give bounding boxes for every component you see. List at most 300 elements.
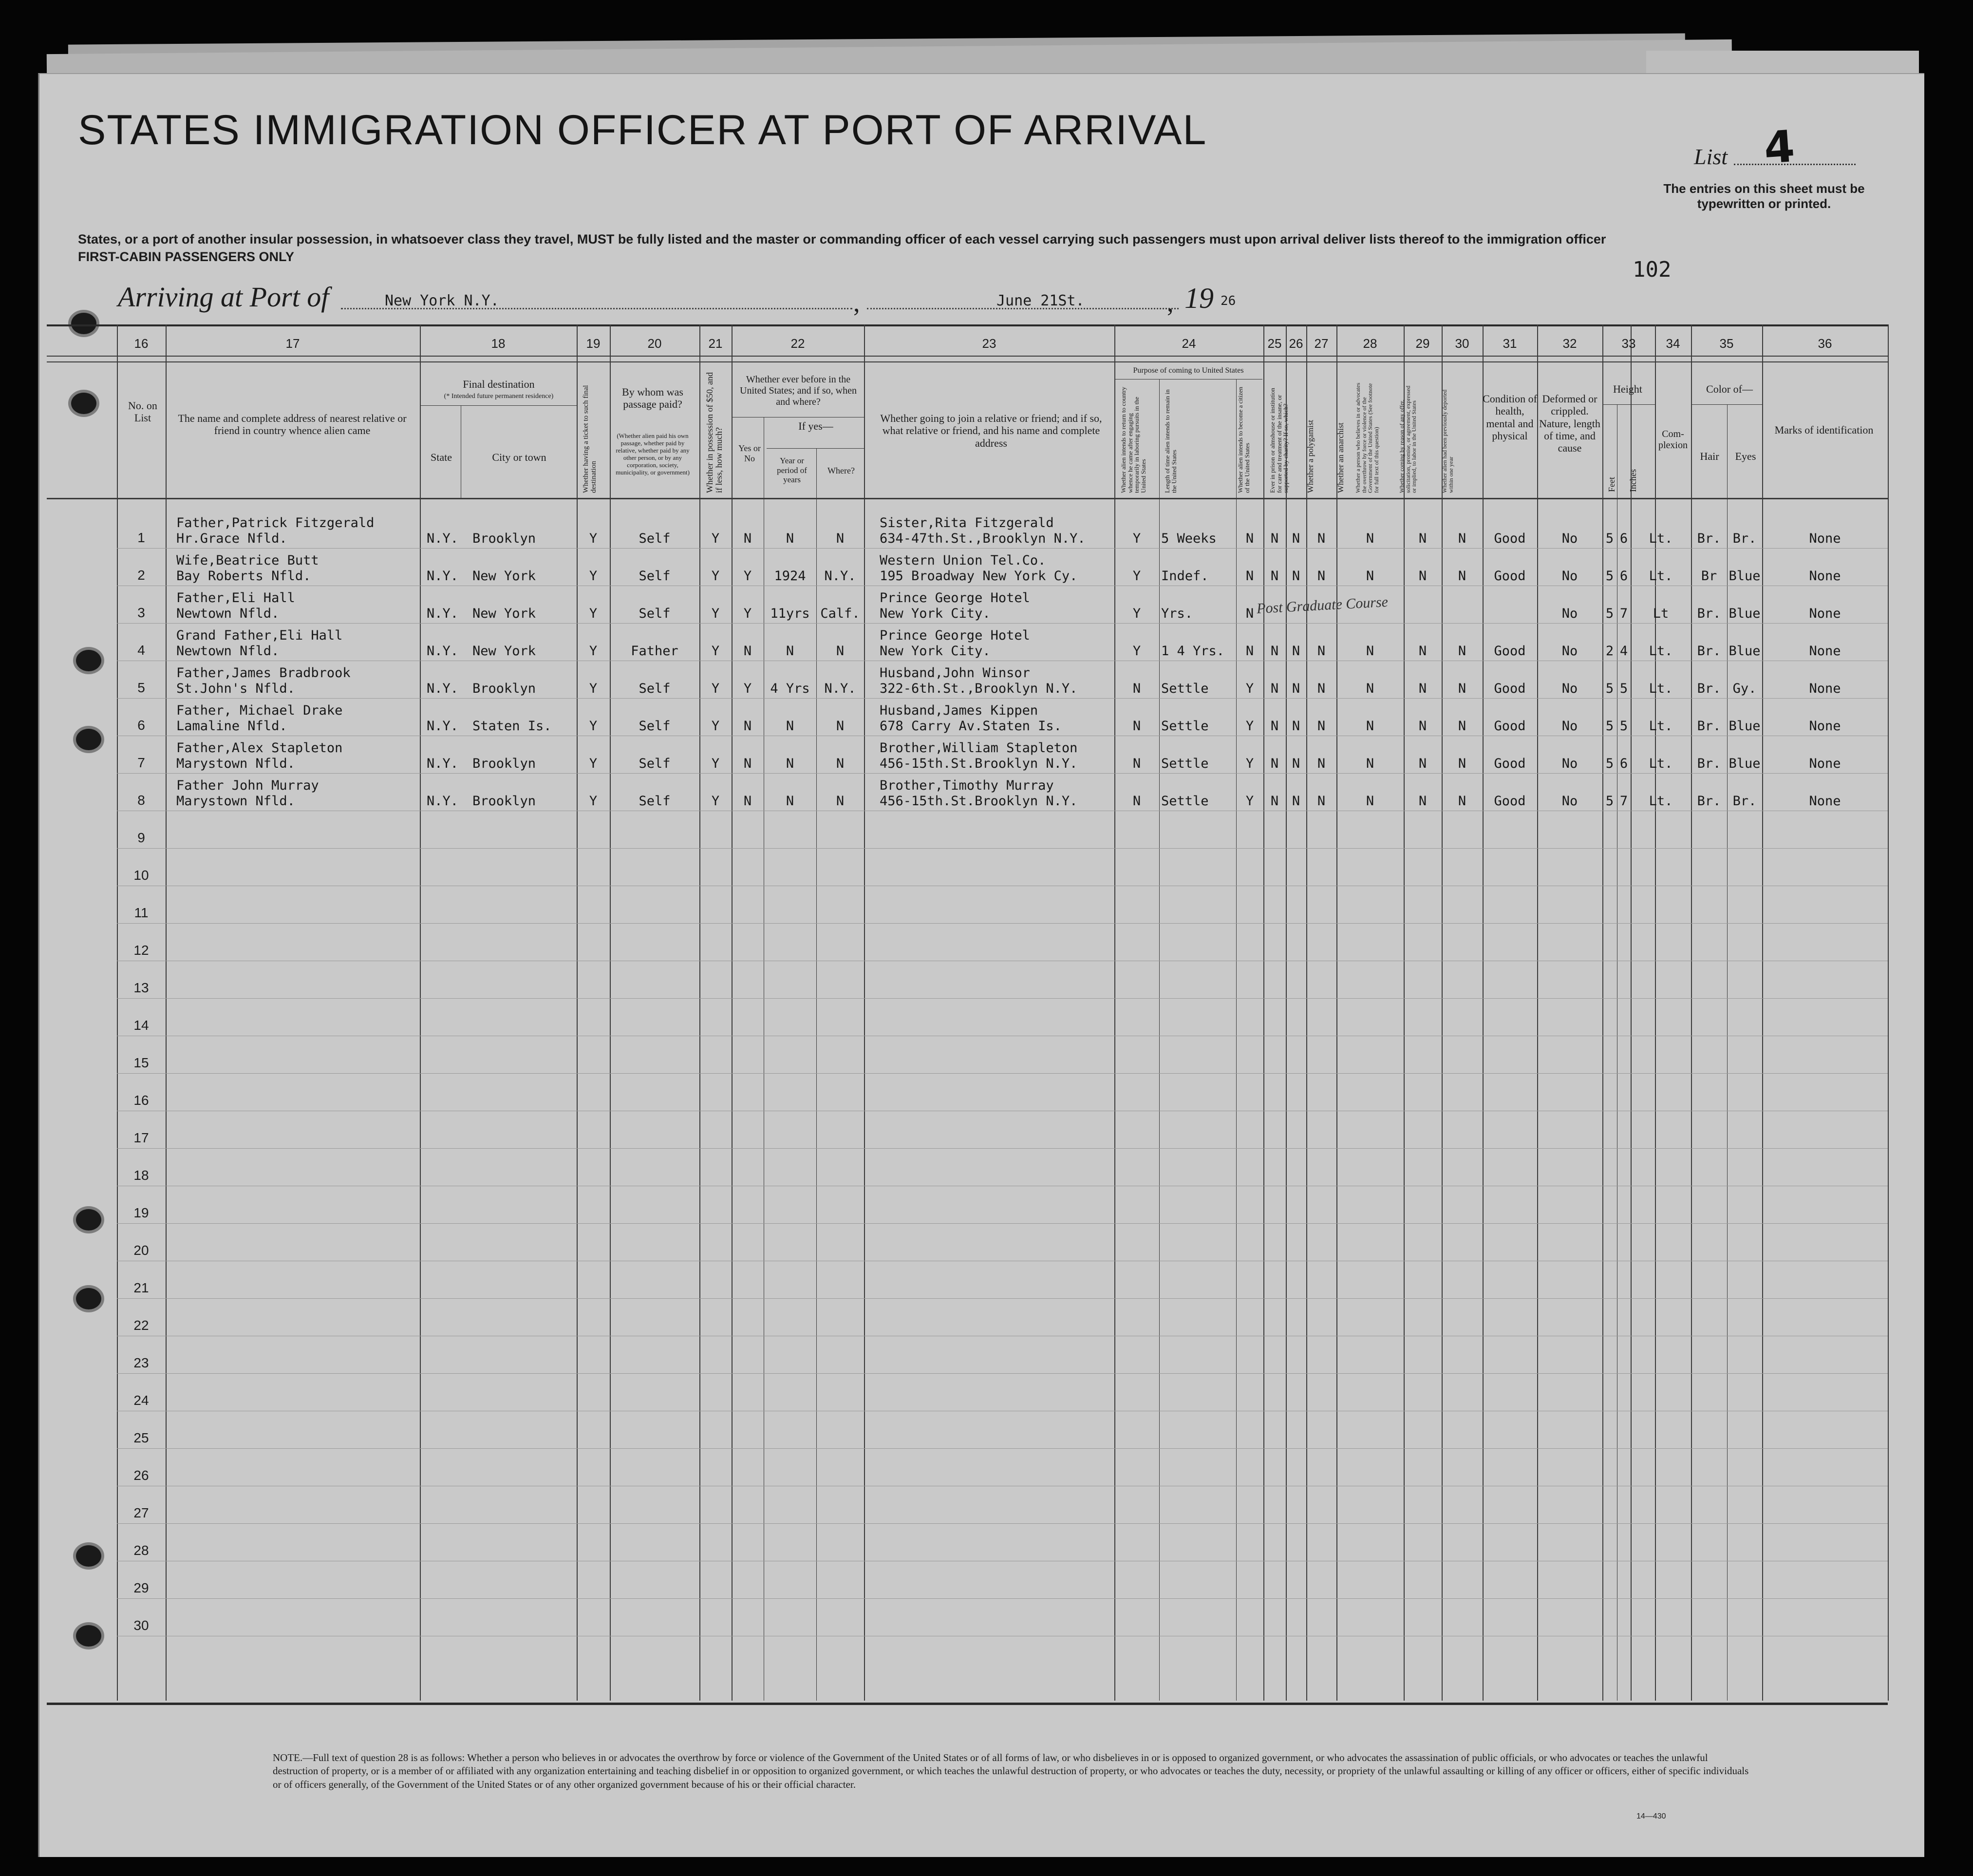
column-number: 19 xyxy=(586,336,601,351)
hair-color: Br. xyxy=(1697,681,1721,696)
destination-city: Brooklyn xyxy=(472,531,536,546)
ticket-answer: Y xyxy=(589,681,598,696)
relative-address: Hr.Grace Nfld. xyxy=(176,531,287,546)
citizen-answer: Y xyxy=(1245,794,1254,809)
destination-city: Brooklyn xyxy=(472,756,536,771)
citizen-answer: Y xyxy=(1245,756,1254,771)
column-number: 34 xyxy=(1666,336,1680,351)
joining-address: 456-15th.St.Brooklyn N.Y. xyxy=(880,794,1078,809)
height-feet: 2 xyxy=(1605,644,1614,659)
before-in-us: N xyxy=(743,719,752,734)
purpose-return: N xyxy=(1132,681,1141,696)
before-year: N xyxy=(786,794,794,809)
height-inches: 4 xyxy=(1619,644,1628,659)
deformed-answer: No xyxy=(1561,756,1578,771)
polygamist-answer: N xyxy=(1292,531,1300,546)
column-rule xyxy=(420,324,421,1701)
relative-address: Newtown Nfld. xyxy=(176,606,280,621)
before-where: Calf. xyxy=(820,606,860,621)
overthrow-answer: N xyxy=(1366,794,1374,809)
eye-color: Blue xyxy=(1729,719,1761,734)
relative-name: Wife,Beatrice Butt xyxy=(176,553,319,568)
complexion: Lt. xyxy=(1649,719,1673,734)
deformed-answer: No xyxy=(1561,719,1578,734)
fifty-dollars-answer: Y xyxy=(711,681,720,696)
row-rule xyxy=(117,923,1888,924)
hair-color: Br. xyxy=(1697,756,1721,771)
ticket-answer: Y xyxy=(589,644,598,659)
eye-color: Blue xyxy=(1729,644,1761,659)
eye-color: Br. xyxy=(1732,794,1757,809)
purpose-length: Settle xyxy=(1161,719,1209,734)
prison-answer: N xyxy=(1270,531,1279,546)
row-number: 21 xyxy=(133,1280,149,1295)
header-before-us: Whether ever before in the United States; and if so, when and where? xyxy=(740,374,857,407)
header-anarchist: Whether an anarchist xyxy=(1336,422,1345,493)
row-number: 1 xyxy=(137,530,145,545)
contract-answer: N xyxy=(1418,719,1427,734)
header-polygamist: Whether a polygamist xyxy=(1306,419,1315,493)
column-number: 31 xyxy=(1503,336,1517,351)
purpose-return: N xyxy=(1132,719,1141,734)
identification-marks: None xyxy=(1809,681,1841,696)
deported-answer: N xyxy=(1458,531,1466,546)
purpose-return: Y xyxy=(1132,644,1141,659)
row-number: 3 xyxy=(137,605,145,620)
row-number: 12 xyxy=(133,943,149,958)
health-condition: Good xyxy=(1494,794,1526,809)
header-contract: Whether coming by reason of any offer, solicitation, promise, or agreement, expressed or implied, to labor in the United States xyxy=(1398,385,1418,493)
height-inches: 6 xyxy=(1619,568,1628,584)
health-condition: Good xyxy=(1494,719,1526,734)
deported-answer: N xyxy=(1458,568,1466,584)
header-health: Condition of health, mental and physical xyxy=(1483,393,1537,442)
header-final-destination-note: (* Intended future permanent residence) xyxy=(444,393,554,400)
height-feet: 5 xyxy=(1605,531,1614,546)
purpose-return: Y xyxy=(1132,606,1141,621)
header-ticket: Whether having a ticket to such final destination xyxy=(582,385,598,493)
subcolumn-rule xyxy=(816,448,817,1701)
header-height: Height xyxy=(1613,383,1642,395)
arriving-label: Arriving at Port of xyxy=(118,281,329,313)
health-condition: Good xyxy=(1494,531,1526,546)
subheader-rule xyxy=(421,405,577,406)
row-number: 25 xyxy=(133,1430,149,1445)
row-number: 24 xyxy=(133,1393,149,1408)
anarchist-answer: N xyxy=(1317,756,1326,771)
header-relative-home: The name and complete address of nearest relative or friend in country whence alien came xyxy=(178,412,407,437)
before-in-us: Y xyxy=(743,681,752,696)
before-where: N xyxy=(836,756,845,771)
complexion: Lt. xyxy=(1649,531,1673,546)
before-where: N xyxy=(836,794,845,809)
comma: , xyxy=(1167,288,1174,317)
destination-state: N.Y. xyxy=(427,531,459,546)
header-state: State xyxy=(431,451,452,463)
joining-address: 634-47th.St.,Brooklyn N.Y. xyxy=(880,531,1086,546)
column-number: 23 xyxy=(982,336,996,351)
row-number: 16 xyxy=(133,1093,149,1108)
before-in-us: N xyxy=(743,794,752,809)
row-number: 9 xyxy=(137,830,145,845)
passage-paid-by: Self xyxy=(639,756,671,771)
prison-answer: N xyxy=(1270,644,1279,659)
health-condition: Good xyxy=(1494,681,1526,696)
destination-state: N.Y. xyxy=(427,606,459,621)
subcolumn-rule xyxy=(1727,404,1728,1701)
identification-marks: None xyxy=(1809,719,1841,734)
joining-address: 322-6th.St.,Brooklyn N.Y. xyxy=(880,681,1078,696)
purpose-return: N xyxy=(1132,794,1141,809)
overthrow-answer: N xyxy=(1366,568,1374,584)
fifty-dollars-answer: Y xyxy=(711,568,720,584)
destination-state: N.Y. xyxy=(427,644,459,659)
class-note: FIRST-CABIN PASSENGERS ONLY xyxy=(78,249,295,264)
joining-name: Prince George Hotel xyxy=(880,590,1030,606)
list-number: 4 xyxy=(1762,120,1797,174)
column-number: 36 xyxy=(1818,336,1832,351)
column-number-rule xyxy=(47,361,1888,362)
column-number: 29 xyxy=(1415,336,1430,351)
health-condition: Good xyxy=(1494,568,1526,584)
purpose-length: Settle xyxy=(1161,756,1209,771)
anarchist-answer: N xyxy=(1317,644,1326,659)
anarchist-answer: N xyxy=(1317,568,1326,584)
purpose-length: Yrs. xyxy=(1161,606,1193,621)
eye-color: Gy. xyxy=(1732,681,1757,696)
row-number: 13 xyxy=(133,980,149,995)
hair-color: Br. xyxy=(1697,531,1721,546)
identification-marks: None xyxy=(1809,606,1841,621)
header-where: Where? xyxy=(827,466,855,475)
entries-note: The entries on this sheet must be typewritten or printed. xyxy=(1663,181,1865,211)
header-complexion: Com-plexion xyxy=(1658,429,1688,451)
row-rule xyxy=(117,1598,1888,1599)
anarchist-answer: N xyxy=(1317,719,1326,734)
height-inches: 7 xyxy=(1619,606,1628,621)
height-inches: 7 xyxy=(1619,794,1628,809)
column-rule xyxy=(166,324,167,1701)
row-number: 6 xyxy=(137,718,145,733)
prison-answer: N xyxy=(1270,794,1279,809)
health-condition: Good xyxy=(1494,644,1526,659)
relative-address: Newtown Nfld. xyxy=(176,644,280,659)
column-number: 35 xyxy=(1719,336,1734,351)
header-yes-no: Yes or No xyxy=(738,443,761,463)
fifty-dollars-answer: Y xyxy=(711,644,720,659)
column-number-rule xyxy=(47,356,1888,357)
column-number: 28 xyxy=(1363,336,1377,351)
header-passage-note: (Whether alien paid his own passage, whether paid by relative, whether paid by any other person, or by any corporation, society, municipality, or government) xyxy=(616,432,690,476)
deformed-answer: No xyxy=(1561,568,1578,584)
contract-answer: N xyxy=(1418,531,1427,546)
passage-paid-by: Self xyxy=(639,681,671,696)
citizen-answer: N xyxy=(1245,606,1254,621)
purpose-length: 5 Weeks xyxy=(1161,531,1217,546)
height-feet: 5 xyxy=(1605,756,1614,771)
complexion: Lt xyxy=(1653,606,1669,621)
health-condition: Good xyxy=(1494,756,1526,771)
complexion: Lt. xyxy=(1649,568,1673,584)
ticket-answer: Y xyxy=(589,794,598,809)
anarchist-answer: N xyxy=(1317,794,1326,809)
prison-answer: N xyxy=(1270,568,1279,584)
header-color-of: Color of— xyxy=(1706,383,1753,395)
passage-paid-by: Self xyxy=(639,568,671,584)
height-inches: 5 xyxy=(1619,719,1628,734)
relative-address: Marystown Nfld. xyxy=(176,756,295,771)
row-number: 10 xyxy=(133,868,149,883)
joining-name: Husband,James Kippen xyxy=(880,703,1038,718)
deformed-answer: No xyxy=(1561,606,1578,621)
destination-state: N.Y. xyxy=(427,756,459,771)
row-number: 2 xyxy=(137,568,145,583)
passage-paid-by: Self xyxy=(639,606,671,621)
deported-answer: N xyxy=(1458,719,1466,734)
list-label: List xyxy=(1694,144,1728,169)
before-year: N xyxy=(786,531,794,546)
header-inches: Inches xyxy=(1628,469,1638,492)
deported-answer: N xyxy=(1458,681,1466,696)
overthrow-answer: N xyxy=(1366,531,1374,546)
row-number: 27 xyxy=(133,1505,149,1520)
row-number: 15 xyxy=(133,1055,149,1070)
relative-name: Father John Murray xyxy=(176,778,319,793)
contract-answer: N xyxy=(1418,568,1427,584)
citizen-answer: Y xyxy=(1245,681,1254,696)
row-number: 17 xyxy=(133,1130,149,1145)
fifty-dollars-answer: Y xyxy=(711,719,720,734)
sheet-number: 102 xyxy=(1633,257,1672,282)
destination-city: New York xyxy=(472,644,536,659)
row-number: 18 xyxy=(133,1168,149,1183)
header-bottom-rule xyxy=(47,498,1888,499)
row-number: 5 xyxy=(137,680,145,695)
row-rule xyxy=(117,623,1888,624)
destination-state: N.Y. xyxy=(427,568,459,584)
purpose-length: Settle xyxy=(1161,681,1209,696)
purpose-return: N xyxy=(1132,756,1141,771)
header-fifty-dollars: Whether in possession of $50, and if less, how much? xyxy=(705,372,724,493)
header-deported: Whether alien had been previously deported within one year xyxy=(1441,389,1454,493)
column-number: 18 xyxy=(491,336,506,351)
column-rule xyxy=(864,324,865,1701)
fifty-dollars-answer: Y xyxy=(711,606,720,621)
header-final-destination: Final destination xyxy=(463,378,535,390)
polygamist-answer: N xyxy=(1292,681,1300,696)
relative-name: Grand Father,Eli Hall xyxy=(176,628,343,643)
row-rule xyxy=(117,773,1888,774)
joining-name: Brother,William Stapleton xyxy=(880,740,1078,756)
joining-name: Prince George Hotel xyxy=(880,628,1030,643)
before-in-us: N xyxy=(743,644,752,659)
identification-marks: None xyxy=(1809,794,1841,809)
relative-address: St.John's Nfld. xyxy=(176,681,295,696)
column-number: 26 xyxy=(1289,336,1303,351)
identification-marks: None xyxy=(1809,756,1841,771)
passage-paid-by: Self xyxy=(639,531,671,546)
header-purpose-length: Length of time alien intends to remain in the United States xyxy=(1164,389,1178,493)
eye-color: Blue xyxy=(1729,756,1761,771)
header-if-yes: If yes— xyxy=(798,420,833,432)
eye-color: Blue xyxy=(1729,606,1761,621)
before-where: N.Y. xyxy=(824,568,856,584)
hair-color: Br. xyxy=(1697,794,1721,809)
column-number: 21 xyxy=(708,336,723,351)
row-number: 29 xyxy=(133,1580,149,1595)
contract-answer: N xyxy=(1418,644,1427,659)
column-number: 32 xyxy=(1562,336,1577,351)
year-suffix: 26 xyxy=(1221,294,1236,308)
overthrow-answer: N xyxy=(1366,719,1374,734)
citizen-answer: N xyxy=(1245,531,1254,546)
polygamist-answer: N xyxy=(1292,719,1300,734)
before-year: 1924 xyxy=(774,568,806,584)
passage-paid-by: Self xyxy=(639,719,671,734)
purpose-length: Settle xyxy=(1161,794,1209,809)
subcolumn-rule xyxy=(1159,379,1160,1701)
row-rule xyxy=(117,1223,1888,1224)
footnote: NOTE.—Full text of question 28 is as follows: Whether a person who believes in or advocates the overthrow by force or violence of the Government of the United States or of all forms of law, or who disbelieves in or is opposed to organized government, or who advocates the assassination of public officials, or who advocates or teaches the unlawful destruction of property, or is a member of or affiliated with any organization entertaining and teaching disbelief in or opposition to organized government, or which teaches the unlawful destruction of property, or who advocates or teaches the duty, necessity, or propriety of the unlawful assaulting or killing of any officer or officers, either of specific individuals or of officers generally, of the Government of the United States or of any other organized government because of his or their official character. xyxy=(273,1752,1749,1790)
purpose-length: Indef. xyxy=(1161,568,1209,584)
passage-paid-by: Father xyxy=(631,644,678,659)
row-number: 26 xyxy=(133,1468,149,1483)
joining-name: Brother,Timothy Murray xyxy=(880,778,1054,793)
identification-marks: None xyxy=(1809,568,1841,584)
joining-address: New York City. xyxy=(880,644,991,659)
complexion: Lt. xyxy=(1649,644,1673,659)
joining-name: Western Union Tel.Co. xyxy=(880,553,1046,568)
relative-address: Marystown Nfld. xyxy=(176,794,295,809)
contract-answer: N xyxy=(1418,681,1427,696)
height-feet: 5 xyxy=(1605,606,1614,621)
subheader-rule xyxy=(1602,404,1655,405)
before-year: N xyxy=(786,756,794,771)
column-number: 16 xyxy=(134,336,149,351)
row-rule xyxy=(117,848,1888,849)
header-prison: Ever in prison or almshouse or institution for care and treatment of the insane, or supported by charity? If so, which? xyxy=(1269,388,1290,493)
before-year: 11yrs xyxy=(770,606,810,621)
eye-color: Br. xyxy=(1732,531,1757,546)
row-number: 8 xyxy=(137,793,145,808)
row-number: 28 xyxy=(133,1543,149,1558)
ticket-answer: Y xyxy=(589,531,598,546)
row-number: 14 xyxy=(133,1018,149,1033)
row-rule xyxy=(117,1523,1888,1524)
polygamist-answer: N xyxy=(1292,644,1300,659)
relative-name: Father,Patrick Fitzgerald xyxy=(176,515,375,531)
anarchist-answer: N xyxy=(1317,681,1326,696)
fifty-dollars-answer: Y xyxy=(711,794,720,809)
column-number: 27 xyxy=(1314,336,1329,351)
hair-color: Br xyxy=(1701,568,1717,584)
column-number: 30 xyxy=(1455,336,1469,351)
header-joining: Whether going to join a relative or friend; and if so, what relative or friend, and his name and complete address xyxy=(880,412,1102,449)
relative-address: Bay Roberts Nfld. xyxy=(176,568,311,584)
relative-name: Father,Eli Hall xyxy=(176,590,295,606)
height-feet: 5 xyxy=(1605,719,1614,734)
joining-name: Sister,Rita Fitzgerald xyxy=(880,515,1054,531)
ticket-answer: Y xyxy=(589,719,598,734)
port-of-arrival: New York N.Y. xyxy=(385,292,499,309)
header-feet: Feet xyxy=(1607,477,1616,492)
height-inches: 6 xyxy=(1619,756,1628,771)
destination-city: New York xyxy=(472,568,536,584)
fifty-dollars-answer: Y xyxy=(711,756,720,771)
before-where: N xyxy=(836,644,845,659)
purpose-return: Y xyxy=(1132,531,1141,546)
header-passage-paid: By whom was passage paid? xyxy=(622,386,683,411)
joining-address: 456-15th.St.Brooklyn N.Y. xyxy=(880,756,1078,771)
complexion: Lt. xyxy=(1649,794,1673,809)
height-feet: 5 xyxy=(1605,568,1614,584)
before-year: N xyxy=(786,719,794,734)
hair-color: Br. xyxy=(1697,719,1721,734)
header-city: City or town xyxy=(492,451,546,463)
column-number: 25 xyxy=(1267,336,1282,351)
before-where: N.Y. xyxy=(824,681,856,696)
row-number: 19 xyxy=(133,1205,149,1220)
header-citizen: Whether alien intends to become a citizen of the United States xyxy=(1237,386,1251,493)
year-prefix: 19 xyxy=(1184,282,1214,314)
header-hair: Hair xyxy=(1700,450,1719,462)
row-rule xyxy=(117,548,1888,549)
row-rule xyxy=(117,1298,1888,1299)
column-number: 20 xyxy=(647,336,662,351)
complexion: Lt. xyxy=(1649,756,1673,771)
citizen-answer: N xyxy=(1245,644,1254,659)
row-number: 7 xyxy=(137,755,145,770)
overthrow-answer: N xyxy=(1366,756,1374,771)
height-feet: 5 xyxy=(1605,794,1614,809)
column-number: 22 xyxy=(790,336,805,351)
row-number: 4 xyxy=(137,643,145,658)
relative-address: Lamaline Nfld. xyxy=(176,719,287,734)
header-overthrow: Whether a person who believes in or advocates the overthrow by force or violence of the Government of the United States (See footnote for full text of this question) xyxy=(1354,382,1380,493)
before-where: N xyxy=(836,719,845,734)
height-inches: 5 xyxy=(1619,681,1628,696)
deformed-answer: No xyxy=(1561,681,1578,696)
header-purpose-return: Whether alien intends to return to country whence he came after engaging temporarily in laboring pursuits in the United States xyxy=(1120,386,1147,493)
deformed-answer: No xyxy=(1561,794,1578,809)
row-rule xyxy=(117,1148,1888,1149)
deformed-answer: No xyxy=(1561,644,1578,659)
row-rule xyxy=(117,1373,1888,1374)
column-rule xyxy=(1888,324,1889,1701)
row-rule xyxy=(117,698,1888,699)
header-no-on-list: No. on List xyxy=(128,399,157,424)
prison-answer: N xyxy=(1270,681,1279,696)
passage-paid-by: Self xyxy=(639,794,671,809)
height-feet: 5 xyxy=(1605,681,1614,696)
joining-address: 678 Carry Av.Staten Is. xyxy=(880,719,1062,734)
header-purpose: Purpose of coming to United States xyxy=(1133,366,1244,375)
anarchist-answer: N xyxy=(1317,531,1326,546)
hair-color: Br. xyxy=(1697,606,1721,621)
subheader-rule xyxy=(767,448,864,449)
destination-city: Brooklyn xyxy=(472,794,536,809)
deported-answer: N xyxy=(1458,644,1466,659)
deported-answer: N xyxy=(1458,756,1466,771)
joining-name: Husband,John Winsor xyxy=(880,665,1030,681)
row-number: 23 xyxy=(133,1355,149,1370)
destination-state: N.Y. xyxy=(427,681,459,696)
arrival-date: June 21St. xyxy=(996,292,1085,309)
header-marks: Marks of identification xyxy=(1774,424,1874,436)
citizen-answer: Y xyxy=(1245,719,1254,734)
identification-marks: None xyxy=(1809,644,1841,659)
relative-name: Father,Alex Stapleton xyxy=(176,740,343,756)
